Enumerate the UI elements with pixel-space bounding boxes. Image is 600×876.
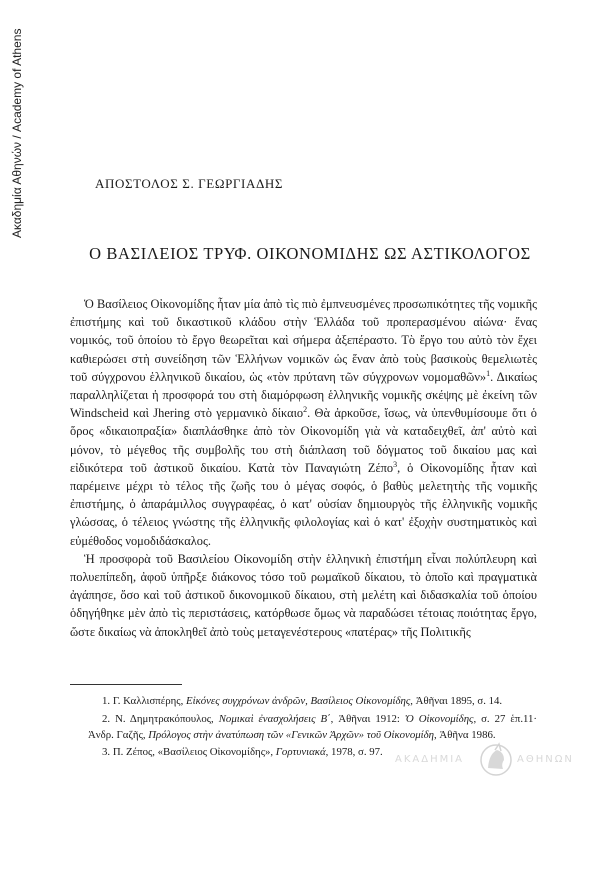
footnote-ref-2[interactable]: 2 [303,405,308,415]
paragraph-1-part-4: , ὁ Οἰκονομίδης ἦταν καὶ παρέμεινε μέχρι τὸ τέλος τῆς ζωῆς του ὁ μέγας σοφός, ὁ βαθὺς μελετητὴς τῆς νομικῆς ἐπιστήμης, ὁ ἀπαράμιλλος συγγραφέας, ὁ κατ' οὐσίαν δημιουργὸς τῆς ἑλληνικῆς νομικῆς γλώσσας, ὁ τέλειος γνώστης τῆς ἑλληνικῆς φιλολογίας καὶ ὁ κατ' ἐξοχὴν συστηματικὸς καὶ εὐμέθοδος νομοδιδάσκαλος. [70,460,537,548]
footnote-italic: Γορτυνιακά [275,746,326,759]
archive-side-label: Ακαδημία Αθηνών / Academy of Athens [10,28,24,238]
footnote-italic: Ὁ Οἰκονομίδης [404,712,474,725]
paragraph-1-part-2: . Δικαίως παραλληλίζεται ἡ προσφορά του στὴ διαμόρφωση ἑλληνικῆς νομικῆς σκέψης μὲ ἐκείνη τῶν Windscheid καὶ Jhering στὸ γερμανικὸ δίκαιο [70,369,537,421]
paragraph-1-part-1: Ὁ Βασίλειος Οἰκονομίδης ἦταν μία ἀπὸ τὶς πιὸ ἐμπνευσμένες προσωπικότητες τῆς νομικῆς ἐπιστήμης καὶ τοῦ δικαστικοῦ κλάδου στὴν Ἑλλάδα τοῦ προπερασμένου αἰώνα· ἕνας νομικός, τοῦ ὁποίου τὸ ἔργο θεωρεῖται καὶ σήμερα ἀξεπέραστο. Τὸ ἔργο του αὐτὸ τὸν ἔχει καθιερώσει στὴ συνείδηση τῶν Ἑλλήνων νομικῶν ὡς ἕναν ἀπὸ τοὺς βασικοὺς θεμελιωτὲς τοῦ σύγχρονου ἑλληνικοῦ δικαίου, ὡς «τὸν πρύτανη τῶν σύγχρονων νομομαθῶν» [70,297,537,384]
footnote-italic: Πρόλογος στὴν ἀνατύπωση τῶν «Γενικῶν Ἀρχῶν» τοῦ Οἰκονομίδη [148,728,435,741]
paragraph-2: Ἡ προσφορὰ τοῦ Βασιλείου Οἰκονομίδη στὴν ἑλληνικὴ ἐπιστήμη εἶναι πολύπλευρη καὶ πολυεπίπεδη, ἀφοῦ ὑπῆρξε διάκονος τόσο τοῦ ρωμαϊκοῦ δίκαιου, τὸ ὁποῖο καὶ πραγματικὰ ἀγάπησε, ὅσο καὶ τοῦ ἀστικοῦ δικονομικοῦ δίκαιου, στὴ μελέτη καὶ διδασκαλία τοῦ ὁποίου ὁδηγήθηκε μὲν ἀπὸ τὶς περιστάσεις, κατόρθωσε ὅμως νὰ παραδώσει τέτοιας ποιότητας ἔργο, ὥστε δικαίως νὰ ἀποκληθεῖ ἀπὸ τοὺς μεταγενέστερους «πατέρας» τῆς Πολιτικῆς [70,551,537,639]
footnote-text: , Ἀθῆναι 1912: [330,712,405,725]
footnote-ref-3[interactable]: 3 [393,459,398,469]
footnote-italic: Εἰκόνες συγχρόνων ἀνδρῶν, Βασίλειος Οἰκονομίδης [185,695,411,707]
athena-emblem-icon [479,742,513,778]
footnote-number: 3. [102,746,111,759]
footnote-text: Ν. Δημητρακόπουλος, [115,712,219,725]
footnote-number: 1. [102,695,111,707]
academy-watermark [395,740,595,780]
footnote-separator [70,684,182,685]
author-name: ΑΠΟΣΤΟΛΟΣ Σ. ΓΕΩΡΓΙΑΔΗΣ [95,176,284,191]
watermark-text-left: ΑΚΑΔΗΜΙΑ [395,754,465,765]
paragraph-1 [70,295,537,550]
footnote-text: Γ. Καλλισπέρης, [112,695,186,707]
footnote-2 [70,712,537,744]
footnote-text: , Ἀθῆνα 1986. [434,728,496,741]
paragraph-1-part-3: . Θὰ ἀρκοῦσε, ἴσως, νὰ ὑπενθυμίσουμε ὅτι ὁ ὅρος «δικαιοπραξία» διαπλάσθηκε ἀπὸ τὸν Οἰκονομίδη γιὰ νὰ καταδειχθεῖ, ἀπ' αὐτὸ καὶ μόνον, τὸ μέγεθος τῆς συμβολῆς του στὴ διάπλαση τοῦ δόγματος τοῦ δικαίου μας καὶ εἰδικότερα τοῦ ἀστικοῦ δικαίου. Κατὰ τὸν Παναγιώτη Ζέπο [70,406,538,475]
footnote-text: Π. Ζέπος, «Βασίλειος Οἰκονομίδης», [112,746,276,759]
body-text [70,295,537,641]
watermark-text-right: ΑΘΗΝΩΝ [517,754,574,765]
footnote-1 [70,694,537,710]
article-title: Ο ΒΑΣΙΛΕΙΟΣ ΤΡΥΦ. ΟΙΚΟΝΟΜΙΔΗΣ ΩΣ ΑΣΤΙΚΟΛΟΓΟΣ [89,244,531,263]
footnote-text: , Ἀθῆναι 1895, σ. 14. [410,695,503,707]
footnote-text: , σ. 27 ἑπ.11· Ἀνδρ. Γαζῆς, [88,712,538,741]
footnote-ref-1[interactable]: 1 [486,368,491,378]
footnote-text: , 1978, σ. 97. [325,746,383,759]
footnote-italic: Νομικαὶ ἐνασχολήσεις Β΄ [218,712,331,725]
footnote-number: 2. [102,712,111,725]
